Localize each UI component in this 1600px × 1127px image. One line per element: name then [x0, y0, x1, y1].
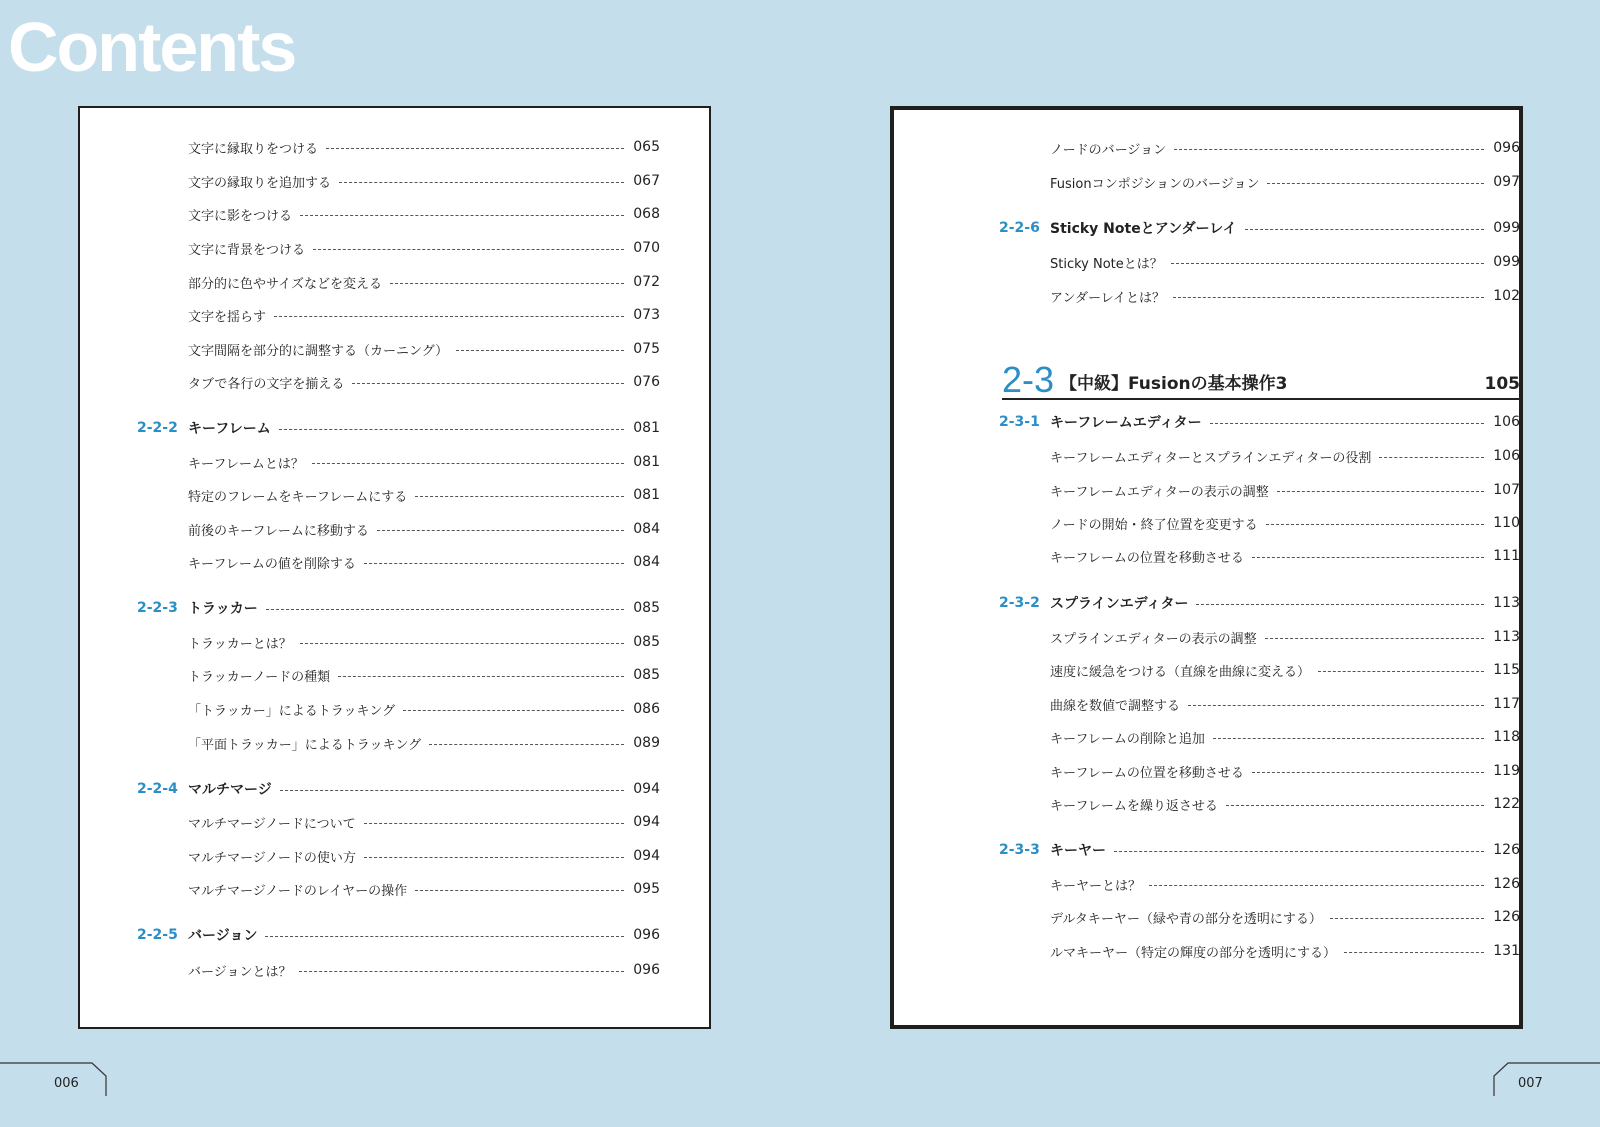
toc-page-number: 102: [1493, 288, 1520, 304]
dot-leader: [1277, 491, 1484, 492]
toc-page-number: 119: [1493, 763, 1520, 779]
toc-entry[interactable]: [188, 810, 660, 834]
toc-entry-label: ルマキーヤー（特定の輝度の部分を透明にする）: [1050, 945, 1337, 961]
section-number: 2-2-4: [137, 781, 178, 797]
dot-leader: [1213, 738, 1484, 739]
dot-leader: [1265, 638, 1484, 639]
toc-entry[interactable]: [1050, 759, 1520, 783]
toc-entry[interactable]: [188, 483, 660, 507]
toc-section-label: バージョン: [188, 928, 258, 944]
toc-entry[interactable]: [1050, 939, 1520, 963]
dot-leader: [1318, 671, 1484, 672]
toc-entry[interactable]: [1050, 905, 1520, 929]
toc-page-number: 081: [633, 487, 660, 503]
toc-entry-label: Sticky Noteとは？: [1050, 256, 1163, 272]
dot-leader: [1210, 423, 1484, 424]
section-number: 2-3-2: [999, 595, 1040, 611]
toc-page-number: 070: [633, 240, 660, 256]
left-page: [78, 106, 711, 1029]
toc-page-number: 084: [633, 521, 660, 537]
dot-leader: [1252, 772, 1484, 773]
toc-entry[interactable]: [188, 877, 660, 901]
toc-section-label: スプラインエディター: [1050, 596, 1189, 612]
toc-entry[interactable]: [188, 337, 660, 361]
toc-entry-label: 前後のキーフレームに移動する: [188, 523, 369, 539]
dot-leader: [326, 148, 624, 149]
page-number-right: 007: [1518, 1076, 1543, 1091]
toc-entry-label: スプラインエディターの表示の調整: [1050, 631, 1257, 647]
dot-leader: [1267, 183, 1484, 184]
dot-leader: [338, 676, 624, 677]
toc-page-number: 068: [633, 206, 660, 222]
dot-leader: [1226, 805, 1484, 806]
dot-leader: [415, 496, 624, 497]
toc-page-number: 085: [633, 600, 660, 616]
toc-entry[interactable]: [188, 370, 660, 394]
dot-leader: [1188, 705, 1484, 706]
dot-leader: [364, 823, 624, 824]
dot-leader: [352, 383, 624, 384]
toc-entry[interactable]: [1050, 478, 1520, 502]
toc-entry-label: Fusionコンポジションのバージョン: [1050, 176, 1260, 192]
toc-entry[interactable]: [188, 202, 660, 226]
toc-entry-label: 文字に背景をつける: [188, 242, 306, 258]
toc-entry-label: 文字に影をつける: [188, 208, 293, 224]
toc-section-label: マルチマージ: [188, 782, 272, 798]
toc-entry[interactable]: [1050, 692, 1520, 716]
toc-entry-label: ノードの開始・終了位置を変更する: [1050, 517, 1258, 533]
dot-leader: [403, 710, 624, 711]
toc-page-number: 081: [633, 454, 660, 470]
toc-entry[interactable]: [188, 303, 660, 327]
toc-page-number: 095: [633, 881, 660, 897]
toc-entry[interactable]: [1050, 284, 1520, 308]
dot-leader: [1114, 851, 1484, 852]
toc-page-number: 117: [1493, 696, 1520, 712]
toc-section-entry[interactable]: [137, 777, 660, 801]
dot-leader: [377, 530, 624, 531]
toc-page-number: 126: [1493, 876, 1520, 892]
toc-entry-label: 特定のフレームをキーフレームにする: [188, 489, 408, 505]
right-page: [890, 106, 1523, 1029]
toc-section-entry[interactable]: [137, 416, 660, 440]
toc-page-number: 118: [1493, 729, 1520, 745]
toc-section-label: トラッカー: [188, 601, 258, 617]
toc-page-number: 085: [633, 634, 660, 650]
toc-entry-label: 文字を揺らす: [188, 309, 267, 325]
dot-leader: [266, 609, 624, 610]
page-number-tab-left: [0, 1062, 110, 1096]
toc-page-number: 084: [633, 554, 660, 570]
toc-page-number: 111: [1493, 548, 1520, 564]
toc-section-entry[interactable]: [999, 838, 1520, 862]
page-number-tab-right: [1490, 1062, 1600, 1096]
toc-entry-label: マルチマージノードのレイヤーの操作: [188, 883, 408, 899]
toc-entry-label: 「平面トラッカー」によるトラッキング: [188, 737, 422, 753]
toc-entry-label: 文字に縁取りをつける: [188, 141, 319, 157]
dot-leader: [1149, 885, 1484, 886]
toc-page-number: 094: [633, 814, 660, 830]
toc-page-number: 115: [1493, 662, 1520, 678]
dot-leader: [429, 744, 624, 745]
toc-entry[interactable]: [188, 550, 660, 574]
toc-page-number: 131: [1493, 943, 1520, 959]
dot-leader: [1252, 557, 1484, 558]
toc-entry[interactable]: [188, 169, 660, 193]
toc-entry-label: トラッカーノードの種類: [188, 669, 331, 685]
toc-page-number: 106: [1493, 448, 1520, 464]
toc-entry[interactable]: [1050, 250, 1520, 274]
dot-leader: [364, 857, 624, 858]
toc-entry[interactable]: [1050, 658, 1520, 682]
toc-entry-label: キーフレームエディターとスプラインエディターの役割: [1050, 450, 1372, 466]
toc-entry-label: キーフレームとは？: [188, 456, 304, 472]
toc-page-number: 081: [633, 420, 660, 436]
toc-page-number: 096: [633, 962, 660, 978]
dot-leader: [279, 429, 624, 430]
toc-entry-label: デルタキーヤー（緑や青の部分を透明にする）: [1050, 911, 1322, 927]
toc-entry[interactable]: [1050, 544, 1520, 568]
section-number: 2-2-3: [137, 600, 178, 616]
dot-leader: [1171, 263, 1484, 264]
toc-page-number: 113: [1493, 629, 1520, 645]
dot-leader: [1245, 229, 1484, 230]
toc-page-number: 099: [1493, 254, 1520, 270]
dot-leader: [1196, 604, 1484, 605]
toc-entry-label: 「トラッカー」によるトラッキング: [188, 703, 396, 719]
toc-page-number: 126: [1493, 842, 1520, 858]
toc-page-number: 096: [1493, 140, 1520, 156]
toc-section-entry[interactable]: [137, 596, 660, 620]
section-number: 2-3-1: [999, 414, 1040, 430]
section-number: 2-2-2: [137, 420, 178, 436]
toc-entry[interactable]: [1050, 170, 1520, 194]
toc-entry[interactable]: [188, 958, 660, 982]
toc-entry-label: マルチマージノードについて: [188, 816, 356, 832]
toc-entry[interactable]: [188, 270, 660, 294]
toc-page-number: 089: [633, 735, 660, 751]
toc-entry-label: マルチマージノードの使い方: [188, 850, 356, 866]
dot-leader: [313, 249, 624, 250]
toc-entry[interactable]: [188, 135, 660, 159]
dot-leader: [1330, 918, 1484, 919]
toc-page-number: 086: [633, 701, 660, 717]
dot-leader: [1266, 524, 1484, 525]
toc-entry-label: アンダーレイとは？: [1050, 290, 1166, 306]
toc-entry-label: キーフレームの位置を移動させる: [1050, 550, 1244, 566]
toc-page-number: 094: [633, 781, 660, 797]
toc-section-entry[interactable]: [999, 591, 1520, 615]
section-number: 2-3-3: [999, 842, 1040, 858]
toc-section-label: キーフレーム: [188, 421, 271, 437]
toc-page-number: 072: [633, 274, 660, 290]
dot-leader: [265, 936, 624, 937]
toc-page-number: 122: [1493, 796, 1520, 812]
dot-leader: [1174, 149, 1484, 150]
dot-leader: [312, 463, 624, 464]
toc-entry-label: キーヤーとは？: [1050, 878, 1142, 894]
section-number: 2-2-5: [137, 927, 178, 943]
dot-leader: [300, 643, 624, 644]
chapter-page-number: 105: [1484, 374, 1520, 394]
toc-page-number: 110: [1493, 515, 1520, 531]
dot-leader: [390, 283, 624, 284]
toc-page-number: 096: [633, 927, 660, 943]
toc-page-number: 073: [633, 307, 660, 323]
toc-entry[interactable]: [188, 236, 660, 260]
toc-entry-label: キーフレームエディターの表示の調整: [1050, 484, 1269, 500]
toc-entry-label: タブで各行の文字を揃える: [188, 376, 345, 392]
toc-entry-label: 文字間隔を部分的に調整する（カーニング）: [188, 343, 449, 359]
toc-page-number: 075: [633, 341, 660, 357]
dot-leader: [364, 563, 624, 564]
toc-page-number: 085: [633, 667, 660, 683]
toc-entry-label: 文字の縁取りを追加する: [188, 175, 332, 191]
contents-title: Contents: [8, 8, 296, 86]
toc-entry-label: キーフレームの値を削除する: [188, 556, 356, 572]
dot-leader: [299, 971, 624, 972]
toc-entry-label: キーフレームを繰り返させる: [1050, 798, 1218, 814]
toc-entry-label: キーフレームの削除と追加: [1050, 731, 1205, 747]
toc-entry[interactable]: [1050, 136, 1520, 160]
toc-page-number: 113: [1493, 595, 1520, 611]
chapter-heading[interactable]: [1002, 358, 1520, 400]
toc-section-label: キーヤー: [1050, 843, 1106, 859]
chapter-title: 【中級】Fusionの基本操作3: [1060, 374, 1288, 394]
toc-entry-label: 部分的に色やサイズなどを変える: [188, 276, 382, 292]
toc-section-entry[interactable]: [999, 216, 1520, 240]
toc-entry[interactable]: [1050, 511, 1520, 535]
toc-page-number: 107: [1493, 482, 1520, 498]
dot-leader: [415, 890, 624, 891]
toc-entry[interactable]: [1050, 625, 1520, 649]
toc-page-number: 099: [1493, 220, 1520, 236]
toc-entry-label: トラッカーとは？: [188, 636, 292, 652]
toc-entry[interactable]: [1050, 444, 1520, 468]
toc-section-label: キーフレームエディター: [1050, 415, 1202, 431]
toc-page-number: 065: [633, 139, 660, 155]
toc-entry[interactable]: [188, 663, 660, 687]
toc-entry[interactable]: [1050, 872, 1520, 896]
toc-section-entry[interactable]: [999, 410, 1520, 434]
folio-tab-shape: [1490, 1062, 1600, 1096]
chapter-number: 2-3: [1002, 359, 1055, 400]
dot-leader: [1379, 457, 1484, 458]
toc-entry[interactable]: [1050, 725, 1520, 749]
toc-entry-label: キーフレームの位置を移動させる: [1050, 765, 1244, 781]
toc-entry[interactable]: [188, 731, 660, 755]
toc-entry-label: 曲線を数値で調整する: [1050, 698, 1181, 714]
dot-leader: [300, 215, 624, 216]
toc-entry[interactable]: [188, 517, 660, 541]
toc-page-number: 106: [1493, 414, 1520, 430]
toc-page-number: 067: [633, 173, 660, 189]
dot-leader: [456, 350, 624, 351]
toc-entry[interactable]: [188, 630, 660, 654]
toc-entry[interactable]: [188, 844, 660, 868]
dot-leader: [274, 316, 624, 317]
dot-leader: [280, 790, 624, 791]
toc-section-label: Sticky Noteとアンダーレイ: [1050, 221, 1237, 237]
toc-page-number: 097: [1493, 174, 1520, 190]
dot-leader: [1173, 297, 1484, 298]
dot-leader: [1344, 952, 1484, 953]
toc-entry-label: 速度に緩急をつける（直線を曲線に変える）: [1050, 664, 1311, 680]
toc-entry[interactable]: [1050, 792, 1520, 816]
toc-page-number: 126: [1493, 909, 1520, 925]
toc-entry[interactable]: [188, 450, 660, 474]
toc-section-entry[interactable]: [137, 923, 660, 947]
toc-entry[interactable]: [188, 697, 660, 721]
toc-entry-label: ノードのバージョン: [1050, 142, 1167, 158]
toc-page-number: 094: [633, 848, 660, 864]
page-number-left: 006: [54, 1076, 79, 1091]
toc-page-number: 076: [633, 374, 660, 390]
toc-entry-label: バージョンとは？: [188, 964, 292, 980]
section-number: 2-2-6: [999, 220, 1040, 236]
dot-leader: [339, 182, 624, 183]
